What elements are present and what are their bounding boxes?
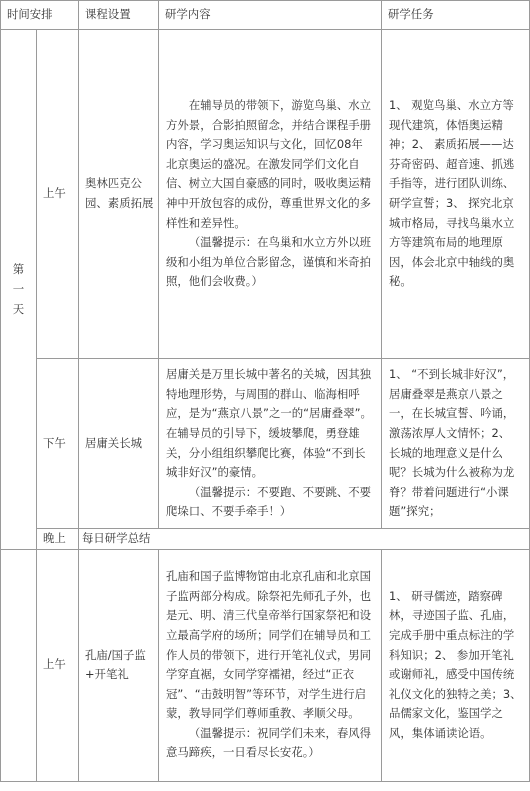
content-cell bbox=[159, 549, 382, 781]
course-label: 奥林匹克公园、素质拓展 bbox=[79, 30, 159, 359]
day-continuation bbox=[1, 549, 37, 781]
header-content: 研学内容 bbox=[159, 1, 382, 30]
day-label: 第一天 bbox=[1, 30, 37, 550]
content-text: 孔庙和国子监博物馆由北京孔庙和北京国子监两部分构成。除祭祀先师孔子外，也是元、明、清三代皇帝举行国家祭祀和设立最高学府的场所；同学们在辅导员和工作人员的带领下，进行开笔礼仪式，男同学穿直裾，女同学穿襦裙，经过“正衣冠”、“击鼓明智”等环节，对学生进行启蒙，教导同学们尊师重教、孝顺父母。 bbox=[166, 569, 372, 721]
evening-summary: 每日研学总结 bbox=[79, 529, 530, 550]
task-cell: 1、 研寻儒迹，踏察碑林，寻迹国子监、孔庙，完成手册中重点标注的学科知识；2、 参加开笔礼或谢师礼，感受中国传统礼仪文化的独特之美；3、 品儒家文化，鉴国学之风，集体诵读论语。 bbox=[382, 549, 530, 781]
task-cell: 1、 观览鸟巢、水立方等现代建筑，体悟奥运精神；2、 素质拓展——达芬奇密码、超音速、抓逃手指等，进行团队训练、研学宣誓；3、 探究北京城市格局，寻找鸟巢水立方等建筑布局的地理原因，体会北京中轴线的奥秘。 bbox=[382, 30, 530, 359]
course-label: 孔庙/国子监+开笔礼 bbox=[79, 549, 159, 781]
content-cell bbox=[159, 30, 382, 359]
course-label: 居庸关长城 bbox=[79, 359, 159, 529]
table-row bbox=[1, 529, 530, 550]
header-course: 课程设置 bbox=[79, 1, 159, 30]
table-row bbox=[1, 30, 530, 359]
tip-text: （温馨提示：不要跑、不要跳、不要爬垛口、不要手牵手！） bbox=[166, 484, 372, 519]
tip-text: （温馨提示：在鸟巢和水立方外以班级和小组为单位合影留念，谨慎和米奇拍照，他们会收费。） bbox=[166, 235, 372, 289]
slot-label: 上午 bbox=[37, 30, 79, 359]
slot-label: 上午 bbox=[37, 549, 79, 781]
content-text: 居庸关是万里长城中著名的关城，因其独特地理形势，与周围的群山、临海相呼应，是为“燕京八景”之一的“居庸叠翠”。在辅导员的引导下，缓坡攀爬，勇登雄关，分小组组织攀爬比赛，体验“不到长城非好汉”的豪情。 bbox=[166, 367, 372, 480]
header-time: 时间安排 bbox=[1, 1, 79, 30]
header-row bbox=[1, 1, 530, 30]
slot-label: 晚上 bbox=[37, 529, 79, 550]
slot-label: 下午 bbox=[37, 359, 79, 529]
table-row bbox=[1, 359, 530, 529]
content-cell bbox=[159, 359, 382, 529]
tip-text: （温馨提示：祝同学们未来，春风得意马蹄疾，一日看尽长安花。） bbox=[166, 725, 372, 760]
table-row bbox=[1, 549, 530, 781]
header-task: 研学任务 bbox=[382, 1, 530, 30]
task-cell: 1、 “不到长城非好汉”，居庸叠翠是燕京八景之一，在长城宣誓、吟诵，激荡浓厚人文情怀；2、 长城的地理意义是什么呢？长城为什么被称为龙脊？带着问题进行“小课题”探究； bbox=[382, 359, 530, 529]
content-text: 在辅导员的带领下，游览鸟巢、水立方外景，合影拍照留念，并结合课程手册内容，学习奥运知识与文化，回忆08年北京奥运的盛况。在激发同学们文化自信、树立大国自豪感的同时，吸收奥运精神中开放包容的成份，尊重世界文化的多样性和差异性。 bbox=[166, 98, 372, 230]
